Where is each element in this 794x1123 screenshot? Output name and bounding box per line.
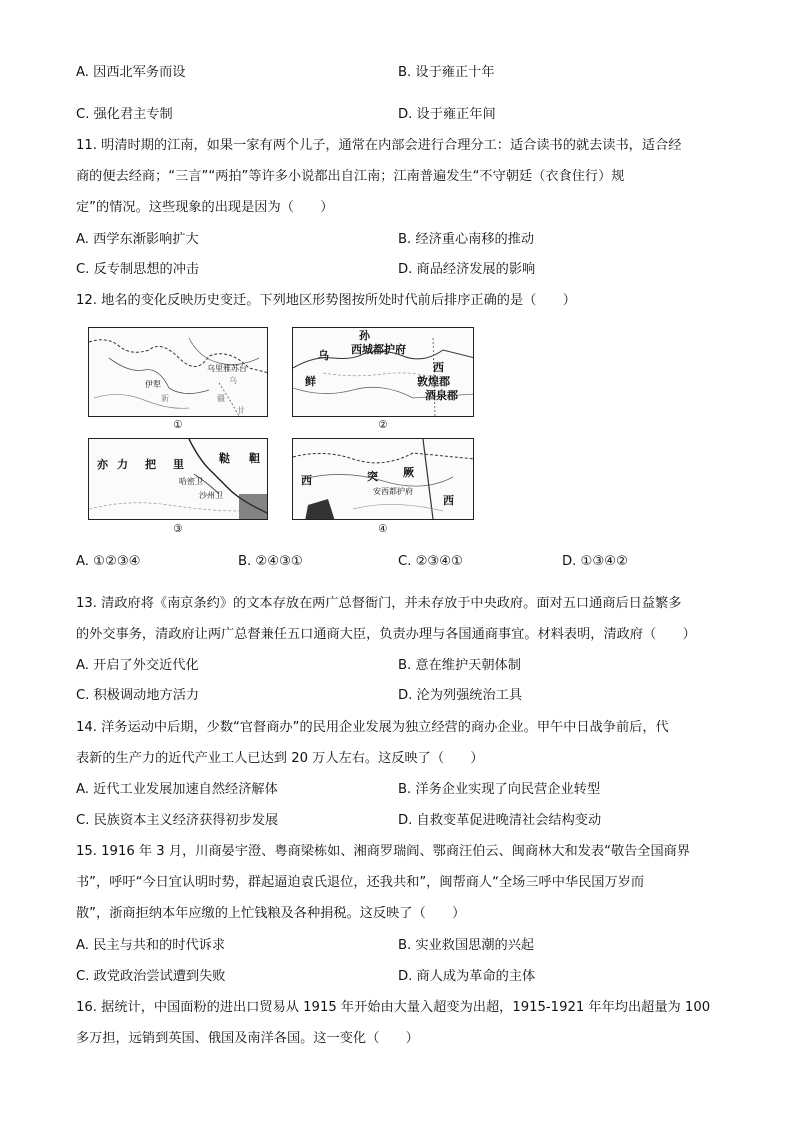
map-2-label-xi: 西	[433, 361, 444, 374]
map-4-label-xi2: 西	[443, 494, 454, 507]
map-2-number: ②	[378, 419, 388, 431]
map-1-label-gan: 甘	[237, 406, 245, 415]
map-4-label-anxi: 安西都护府	[373, 487, 413, 496]
q14-option-a: A. 近代工业发展加速自然经济解体	[76, 782, 278, 797]
q11-stem-line-1: 11. 明清时期的江南，如果一家有两个儿子，通常在内部会进行合理分工：适合读书的就去读书，适合经	[76, 138, 682, 153]
q12-option-d: D. ①③④②	[562, 554, 628, 569]
q15-option-d: D. 商人成为革命的主体	[398, 969, 536, 984]
q14-stem-line-2: 表新的生产力的近代产业工人已达到 20 万人左右。这反映了（ ）	[76, 751, 484, 766]
map-1-label-uliastai: 乌里雅苏台	[207, 364, 247, 373]
q10-option-a: A. 因西北军务而设	[76, 65, 186, 80]
q15-option-a: A. 民主与共和的时代诉求	[76, 938, 226, 953]
q14-stem-line-1: 14. 洋务运动中后期，少数“官督商办”的民用企业发展为独立经营的商办企业。甲午中日战争前后，代	[76, 720, 669, 735]
q12-option-b: B. ②④③①	[238, 554, 303, 569]
q13-stem-line-1: 13. 清政府将《南京条约》的文本存放在两广总督衙门，并未存放于中央政府。面对五口通商后日益繁多	[76, 596, 682, 611]
q10-option-d: D. 设于雍正年间	[398, 107, 496, 122]
map-3-number: ③	[173, 523, 183, 535]
map-1-number: ①	[173, 419, 183, 431]
q10-option-b: B. 设于雍正十年	[398, 65, 495, 80]
q13-stem-line-2: 的外交事务，清政府让两广总督兼任五口通商大臣，负责办理与各国通商事宜。材料表明，清政府（ ）	[76, 627, 696, 642]
q15-option-b: B. 实业救国思潮的兴起	[398, 938, 535, 953]
map-3-label-ba: 把	[145, 458, 156, 471]
q12-option-c: C. ②③④①	[398, 554, 463, 569]
q11-option-b: B. 经济重心南移的推动	[398, 232, 535, 247]
map-4	[292, 438, 474, 520]
map-2-label-jiuquan: 酒泉郡	[425, 389, 458, 402]
map-4-label-xi: 西	[301, 474, 312, 487]
q16-stem-line-2: 多万担，远销到英国、俄国及南洋各国。这一变化（ ）	[76, 1031, 419, 1046]
map-4-number: ④	[378, 523, 388, 535]
map-3-label-li2: 里	[173, 458, 184, 471]
map-1-label-jiang: 疆	[217, 394, 225, 403]
q11-stem-line-2: 商的便去经商；“三言”“两拍”等许多小说都出自江南；江南普遍发生“不守朝廷（衣食住行）规	[76, 169, 625, 184]
q13-option-d: D. 沦为列强统治工具	[398, 688, 523, 703]
q15-option-c: C. 政党政治尝试遭到失败	[76, 969, 226, 984]
q13-option-a: A. 开启了外交近代化	[76, 658, 199, 673]
q16-stem-line-1: 16. 据统计，中国面粉的进出口贸易从 1915 年开始由大量入超变为出超，1915-1921 年年均出超量为 100	[76, 1000, 711, 1015]
map-3-label-hami: 哈密卫	[179, 477, 203, 486]
map-2	[292, 327, 474, 417]
map-3-label-da: 鞑	[219, 452, 230, 465]
map-2-drawing	[293, 328, 474, 417]
map-2-label-dunhuang: 敦煌郡	[417, 375, 450, 388]
q11-option-c: C. 反专制思想的冲击	[76, 262, 200, 277]
q15-stem-line-2: 书”，呼吁“今日宜认明时势，群起逼迫袁氏退位，还我共和”，闽帮商人“全场三呼中华民国万岁而	[76, 875, 645, 890]
map-2-label-wu: 乌	[318, 349, 329, 362]
map-2-label-xian: 鲜	[305, 375, 316, 388]
map-2-label-sun: 孙	[359, 329, 370, 342]
map-2-label-protectorate: 西城都护府	[351, 343, 406, 356]
q10-option-c: C. 强化君主专制	[76, 107, 173, 122]
q14-option-d: D. 自救变革促进晚清社会结构变动	[398, 813, 602, 828]
map-3-label-dan: 靼	[249, 452, 260, 465]
q13-option-c: C. 积极调动地方活力	[76, 688, 200, 703]
map-1-label-yili: 伊犁	[145, 380, 161, 389]
q15-stem-line-3: 散”，浙商拒纳本年应缴的上忙钱粮及各种捐税。这反映了（ ）	[76, 906, 466, 921]
map-3-label-li: 力	[117, 458, 128, 471]
q13-option-b: B. 意在维护天朝体制	[398, 658, 521, 673]
map-3-label-shazhou: 沙州卫	[199, 491, 223, 500]
q15-stem-line-1: 15. 1916 年 3 月，川商晏宇澄、粤商梁栋如、湘商罗瑞阎、鄂商汪伯云、闽商林大和发表“敬告全国商界	[76, 844, 691, 859]
q14-option-c: C. 民族资本主义经济获得初步发展	[76, 813, 279, 828]
map-3	[88, 438, 268, 520]
map-3-label-yi: 亦	[97, 458, 108, 471]
map-1	[88, 327, 268, 417]
map-4-drawing	[293, 439, 474, 520]
map-4-label-jue: 厥	[403, 466, 414, 479]
q11-stem-line-3: 定”的情况。这些现象的出现是因为（ ）	[76, 200, 334, 215]
q11-option-d: D. 商品经济发展的影响	[398, 262, 536, 277]
map-4-label-tu: 突	[367, 470, 378, 483]
q11-option-a: A. 西学东渐影响扩大	[76, 232, 199, 247]
q12-stem: 12. 地名的变化反映历史变迁。下列地区形势图按所处时代前后排序正确的是（ ）	[76, 293, 576, 308]
q12-option-a: A. ①②③④	[76, 554, 141, 569]
map-1-label-xin: 新	[161, 394, 169, 403]
q14-option-b: B. 洋务企业实现了向民营企业转型	[398, 782, 601, 797]
map-1-label-wu: 乌	[229, 376, 237, 385]
